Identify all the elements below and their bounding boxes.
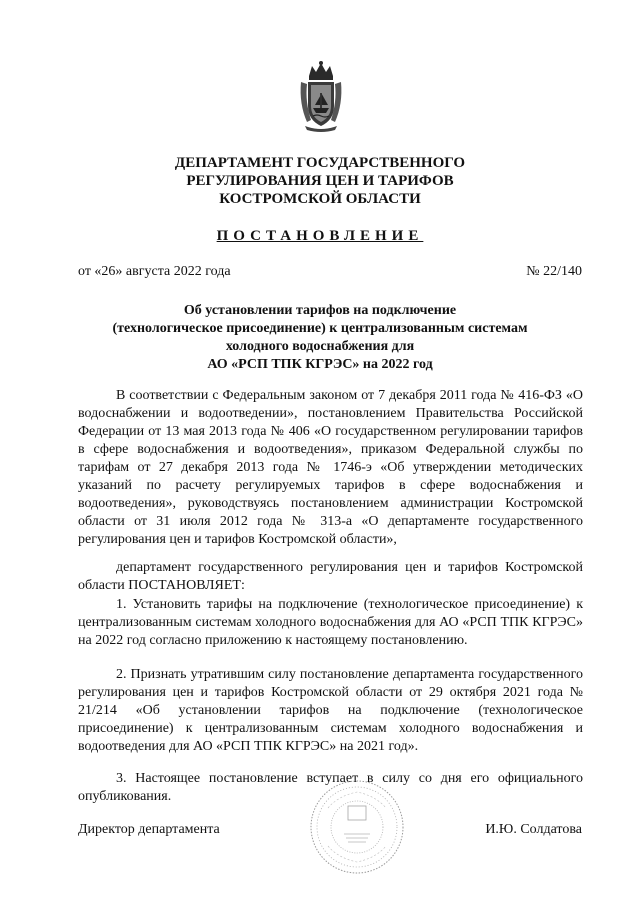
- department-name-line-3: КОСТРОМСКОЙ ОБЛАСТИ: [219, 191, 421, 207]
- document-type-title: ПОСТАНОВЛЕНИЕ: [216, 228, 424, 244]
- paragraph-text: 1. Установить тарифы на подключение (технологическое присоединение) к централизованным системам холодного водоснабжения для АО «РСП ТПК КГРЭС» на 2022 год согласно приложению к настоящему постановлению.: [78, 597, 583, 648]
- body-paragraph-item-1: [78, 596, 583, 650]
- paragraph-text: В соответствии с Федеральным законом от 7 декабря 2011 года № 416-ФЗ «О водоснабжении и водоотведении», постановлением Правительства Российской Федерации от 13 мая 2013 года № 406 «О государственном регулировании тарифов в сфере водоснабжения и водоотведения», приказом Федеральной службы по тарифам от 27 декабря 2013 года № 1746-э «Об утверждении методических указаний по расчету регулируемых тарифов в сфере водоснабжения и водоотведения», руководствуясь постановлением администрации Костромской области от 31 июля 2012 года № 313-а «О департаменте государственного регулирования цен и тарифов Костромской области»,: [78, 388, 583, 547]
- subject-line-2: (технологическое присоединение) к централизованным системам: [112, 321, 528, 336]
- department-name-line-1: ДЕПАРТАМЕНТ ГОСУДАРСТВЕННОГО: [174, 155, 466, 171]
- signatory-name: И.Ю. Солдатова: [485, 822, 582, 837]
- coat-of-arms-icon: [297, 60, 345, 132]
- subject-line-1: Об установлении тарифов на подключение: [183, 303, 457, 318]
- body-paragraph-resolves: [78, 559, 583, 595]
- document-number: № 22/140: [526, 264, 582, 279]
- signatory-position: Директор департамента: [78, 822, 220, 837]
- subject-line-4: АО «РСП ТПК КГРЭС» на 2022 год: [207, 357, 433, 372]
- body-paragraph-item-2: [78, 666, 583, 756]
- electronic-signature-stamp-icon: [308, 778, 406, 876]
- department-name-line-2: РЕГУЛИРОВАНИЯ ЦЕН И ТАРИФОВ: [186, 173, 454, 189]
- paragraph-text: 3. Настоящее постановление вступает в силу со дня его официального опубликования.: [78, 771, 583, 804]
- document-date: от «26» августа 2022 года: [78, 264, 231, 279]
- paragraph-text: департамент государственного регулирования цен и тарифов Костромской области ПОСТАНОВЛЯЕТ:: [78, 560, 583, 593]
- subject-line-3: холодного водоснабжения для: [225, 339, 415, 354]
- body-paragraph-preamble: [78, 387, 583, 549]
- paragraph-text: 2. Признать утратившим силу постановление департамента государственного регулирования цен и тарифов Костромской области от 29 октября 2021 года № 21/214 «Об установлении тарифов на подключение (технологическое присоединение) к централизованным системам холодного водоснабжения и водоотведения для АО «РСП ТПК КГРЭС» на 2021 год».: [78, 667, 583, 754]
